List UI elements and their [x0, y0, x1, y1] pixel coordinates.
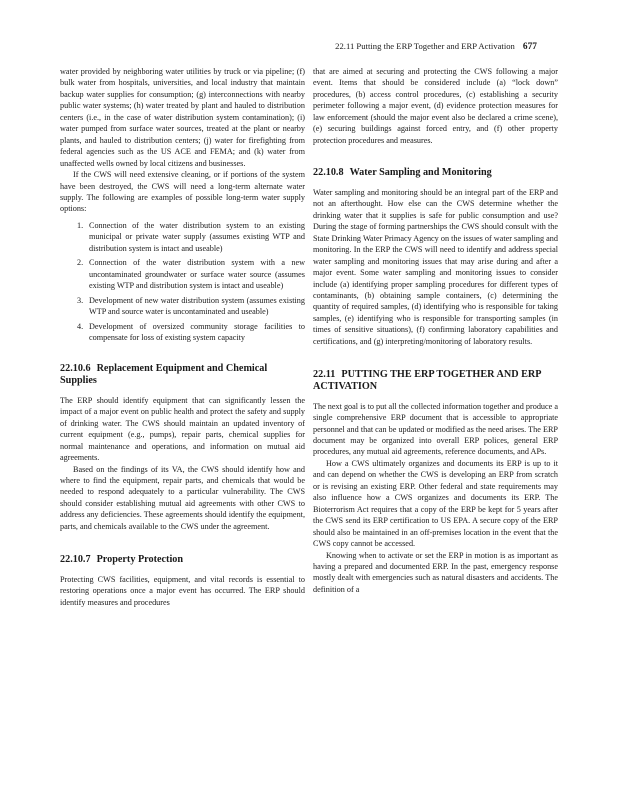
section-heading-22-10-6: 22.10.6 Replacement Equipment and Chemical Supplies: [60, 363, 268, 387]
paragraph: Protecting CWS facilities, equipment, and vital records is essential to restoring operations once a major event has occurred. The ERP should identify measures and procedures: [60, 574, 305, 607]
paragraph: The ERP should identify equipment that can significantly lessen the impact of a major event on public health and protect the safety and supply of drinking water. The CWS should maintain an updated inventory of current equipment (e.g., pumps), repair parts, chemical supplies for normal maintenance and operations, and information on mutual aid agreements.: [60, 395, 305, 463]
paragraph: water provided by neighboring water utilities by truck or via pipeline; (f) bulk water from hospitals, universities, and local industry that maintain backup water supplies for consumption; (g) interconnections with nearby public water systems; (h) water treated by plant and hauled to distribution centers (i.e., in the case of water distribution system contamination); (i) water pumped from surface water sources, treated at the plant or nearby plants, and hauled to distribution centers; (j) water for firefighting from federal agencies such as the US ACE and FEMA; and (k) water from unaffected wells owned by local citizens and businesses.: [60, 67, 305, 168]
paragraph: that are aimed at securing and protecting the CWS following a major event. Items that should be considered include (a) “lock down” procedures, (b) access control procedures, (c) establishing a security perimeter following a major event, (d) evidence protection measures for law enforcement (should the major event also be declared a crime scene), (e) securing buildings against forced entry, and (f) other property protection procedures and measures.: [313, 67, 558, 145]
paragraph: The next goal is to put all the collected information together and produce a single comprehensive ERP document that is accessible to appropriate personnel and that can be updated or modified as the need arises. The ERP document may be organized into overall ERP polices, general ERP procedures, any mutual aid agreements, reference documents, and APs.: [313, 401, 558, 457]
section-heading-22-10-8: 22.10.8 Water Sampling and Monitoring: [313, 167, 492, 179]
right-column: [313, 66, 558, 595]
running-header-section: 22.11 Putting the ERP Together and ERP Activation: [335, 41, 515, 51]
paragraph: How a CWS ultimately organizes and documents its ERP is up to it and can depend on whether the CWS is developing an ERP from scratch or is revising an existing ERP. Other federal and state requirements may also influence how a CWS organizes and documents its ERP. The Bioterrorism Act requires that a copy of the ERP be kept for 5 years after the CWS send its ERP certification to US EPA. A secure copy of the ERP should also be maintained in an off-premises location in the event that the CWS copy cannot be accessed.: [313, 458, 558, 549]
left-column: [60, 66, 305, 608]
list-item: 3. Development of new water distribution system (assumes existing WTP and source water is uncontaminated and useable): [77, 295, 305, 317]
page-number: 677: [522, 42, 537, 52]
list-item: 2. Connection of the water distribution system with a new uncontaminated groundwater or surface water source (assumes existing WTP and distribution system is intact and useable): [77, 258, 305, 291]
list-item: 1. Connection of the water distribution system to an existing municipal or private water supply (assumes existing WTP and distribution system is intact and useable): [77, 220, 305, 253]
list-item: 4. Development of oversized community storage facilities to compensate for loss of existing system capacity: [77, 321, 305, 342]
paragraph: Based on the findings of its VA, the CWS should identify how and where to find the equipment, repair parts, and chemicals that would be needed to respond adequately to a particular vulnerability. The CWS should consider establishing mutual aid agreements with other CWS to address any deficiencies. These agreements should identify the equipment, parts, and chemicals available to the CWS under the agreement.: [60, 464, 305, 531]
running-header: [335, 41, 537, 52]
paragraph: If the CWS will need extensive cleaning, or if portions of the system have been destroyed, the CWS will need a long-term alternate water supply. The following are examples of possible long-term water supply options:: [60, 170, 305, 214]
paragraph: Knowing when to activate or set the ERP in motion is as important as having a prepared and documented ERP. In the past, emergency response mostly dealt with emergencies such as natural disasters and accidents. The definition of a: [313, 550, 558, 594]
section-heading-22-11: 22.11 PUTTING THE ERP TOGETHER AND ERP ACTIVATION: [313, 369, 541, 392]
long-term-supply-options-list: [60, 220, 305, 344]
paragraph: Water sampling and monitoring should be an integral part of the ERP and not an afterthought. How else can the CWS determine whether the drinking water that it supplies is safe for public consumption and use? During the stage of forming partnerships the CWS should consult with the State Drinking Water Primacy Agency on the issues of water sampling and monitoring. In the ERP the CWS will need to identify and address special water sampling and monitoring issues that may arise during and after a major event. Some water sampling and monitoring issues to consider include (a) identifying proper sampling procedures for different types of contaminants, (b) obtaining sample containers, (c) determining the quantity of required samples, (d) identifying who is responsible for taking samples, (e) identifying who is responsible for transporting samples (in times of sensitive situations), (f) confirming laboratory capabilities and certifications, and (g) interpreting/monitoring of laboratory results.: [313, 187, 558, 346]
section-heading-22-10-7: 22.10.7 Property Protection: [60, 554, 184, 566]
